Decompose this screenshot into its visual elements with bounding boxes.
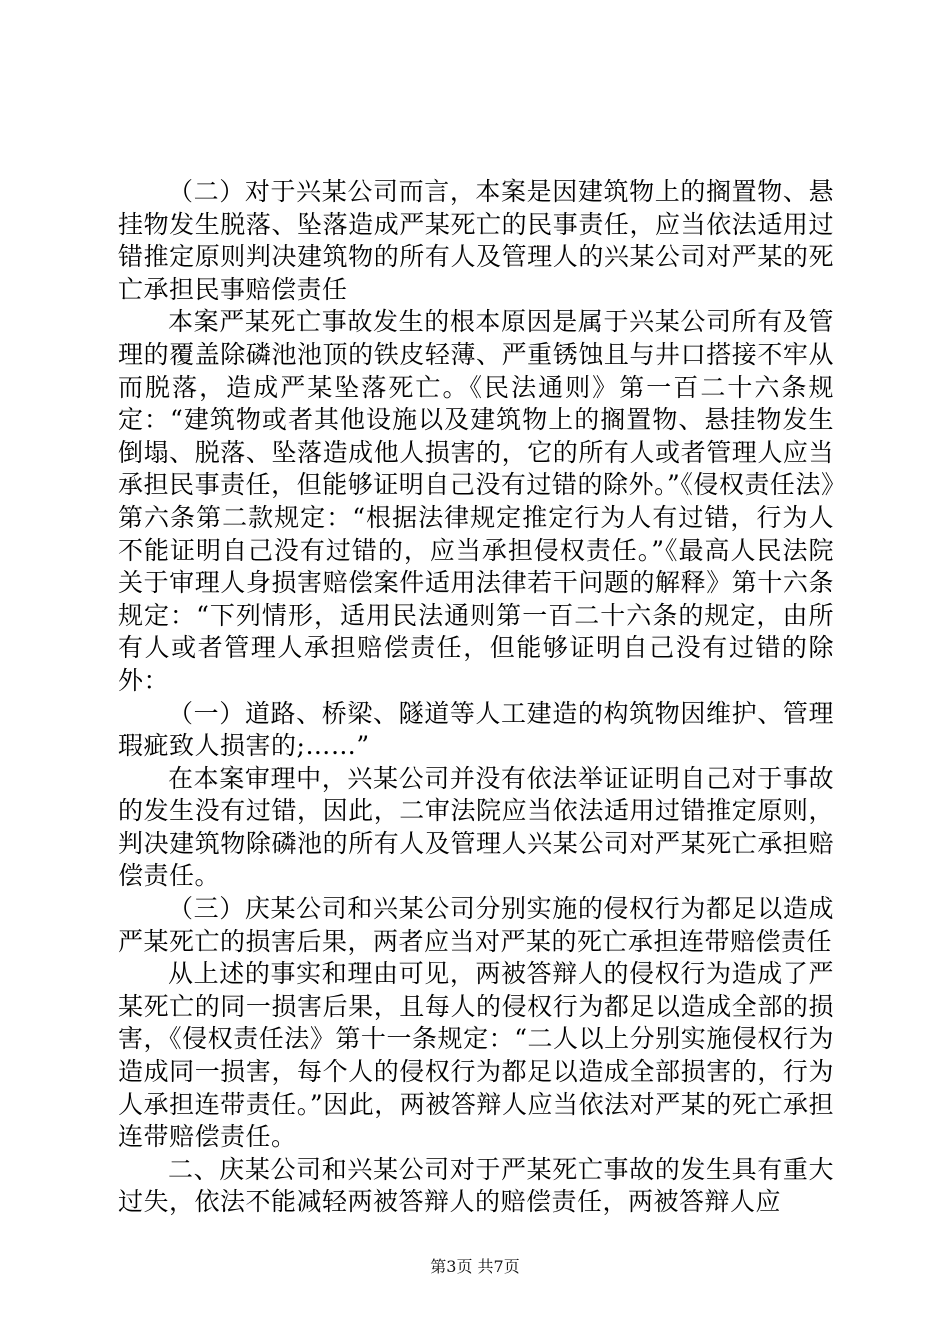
paragraph-quoted-item-one: （一）道路、桥梁、隧道等人工建造的构筑物因维护、管理瑕疵致人损害的;……” <box>118 698 834 761</box>
paragraph-point-two: 二、庆某公司和兴某公司对于严某死亡事故的发生具有重大过失，依法不能减轻两被答辩人的赔偿责任，两被答辩人应 <box>118 1154 834 1217</box>
document-body <box>118 176 834 1219</box>
page-number-footer: 第3页 共7页 <box>430 1257 520 1276</box>
paragraph-trial-reasoning: 在本案审理中，兴某公司并没有依法举证证明自己对于事故的发生没有过错，因此，二审法院应当依法适用过错推定原则，判决建筑物除磷池的所有人及管理人兴某公司对严某死亡承担赔偿责任。 <box>118 763 834 891</box>
paragraph-section-three-heading: （三）庆某公司和兴某公司分别实施的侵权行为都足以造成严某死亡的损害后果，两者应当对严某的死亡承担连带赔偿责任 <box>118 894 834 956</box>
paragraph-section-two-heading: （二）对于兴某公司而言，本案是因建筑物上的搁置物、悬挂物发生脱落、坠落造成严某死亡的民事责任，应当依法适用过错推定原则判决建筑物的所有人及管理人的兴某公司对严某的死亡承担民事赔偿责任 <box>118 177 834 304</box>
paragraph-legal-basis: 本案严某死亡事故发生的根本原因是属于兴某公司所有及管理的覆盖除磷池池顶的铁皮轻薄、严重锈蚀且与井口搭接不牢从而脱落，造成严某坠落死亡。《民法通则》第一百二十六条规定：“建筑物或者其他设施以及建筑物上的搁置物、悬挂物发生倒塌、脱落、坠落造成他人损害的，它的所有人或者管理人应当承担民事责任，但能够证明自己没有过错的除外。”《侵权责任法》第六条第二款规定：“根据法律规定推定行为人有过错，行为人不能证明自己没有过错的，应当承担侵权责任。”《最高人民法院关于审理人身损害赔偿案件适用法律若干问题的解释》第十六条规定：“下列情形，适用民法通则第一百二十六条的规定，由所有人或者管理人承担赔偿责任，但能够证明自己没有过错的除外： <box>118 307 834 695</box>
paragraph-joint-liability: 从上述的事实和理由可见，两被答辩人的侵权行为造成了严某死亡的同一损害后果，且每人的侵权行为都足以造成全部的损害，《侵权责任法》第十一条规定：“二人以上分别实施侵权行为造成同一损害，每个人的侵权行为都足以造成全部损害的，行为人承担连带责任。”因此，两被答辩人应当依法对严某的死亡承担连带赔偿责任。 <box>118 959 834 1152</box>
